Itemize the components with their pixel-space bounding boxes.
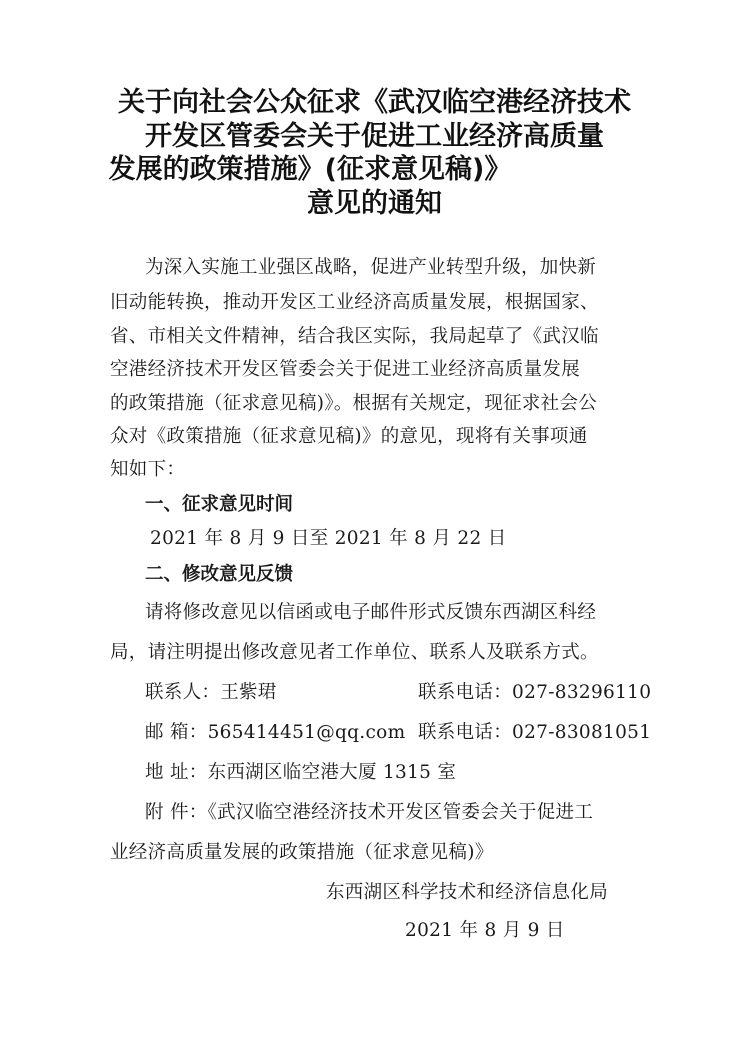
- intro-line-2: 旧动能转换，推动开发区工业经济高质量发展，根据国家、: [110, 292, 599, 313]
- section-2-line-1: 请将修改意见以信函或电子邮件形式反馈东西湖区科经: [145, 602, 597, 623]
- intro-line-3: 省、市相关文件精神，结合我区实际，我局起草了《武汉临: [110, 326, 599, 347]
- intro-line-4: 空港经济技术开发区管委会关于促进工业经济高质量发展: [110, 359, 581, 380]
- intro-line-1: 为深入实施工业强区战略，促进产业转型升级，加快新: [145, 257, 597, 278]
- contact-address: 地 址：东西湖区临空港大厦 1315 室: [145, 762, 457, 783]
- contact-email: 邮 箱：565414451@qq.com: [145, 722, 406, 743]
- title-line-4: 意见的通知: [307, 188, 442, 219]
- signature-date: 2021 年 8 月 9 日: [405, 920, 565, 941]
- title-line-2: 开发区管委会关于促进工业经济高质量: [145, 121, 604, 152]
- contact-phone-2: 联系电话：027-83081051: [418, 722, 652, 743]
- intro-line-7: 知如下：: [110, 459, 186, 480]
- intro-line-6: 众对《政策措施（征求意见稿)》的意见，现将有关事项通: [110, 426, 588, 447]
- title-line-1: 关于向社会公众征求《武汉临空港经济技术: [118, 87, 631, 118]
- section-2-heading: 二、修改意见反馈: [145, 564, 294, 585]
- title-line-3: 发展的政策措施》(征求意见稿)》: [108, 154, 512, 185]
- contact-phone-1: 联系电话：027-83296110: [418, 682, 652, 703]
- section-1-text: 2021 年 8 月 9 日至 2021 年 8 月 22 日: [150, 528, 507, 549]
- section-2-line-2: 局，请注明提出修改意见者工作单位、联系人及联系方式。: [110, 642, 599, 663]
- section-1-heading: 一、征求意见时间: [145, 494, 294, 515]
- intro-line-5: 的政策措施（征求意见稿)》。根据有关规定，现征求社会公: [110, 393, 598, 414]
- attachment-line-2: 业经济高质量发展的政策措施（征求意见稿)》: [110, 842, 494, 863]
- signature-organization: 东西湖区科学技术和经济信息化局: [326, 882, 609, 903]
- attachment-line-1: 附 件：《武汉临空港经济技术开发区管委会关于促进工: [145, 802, 594, 823]
- contact-person: 联系人：王紫珺: [145, 682, 277, 703]
